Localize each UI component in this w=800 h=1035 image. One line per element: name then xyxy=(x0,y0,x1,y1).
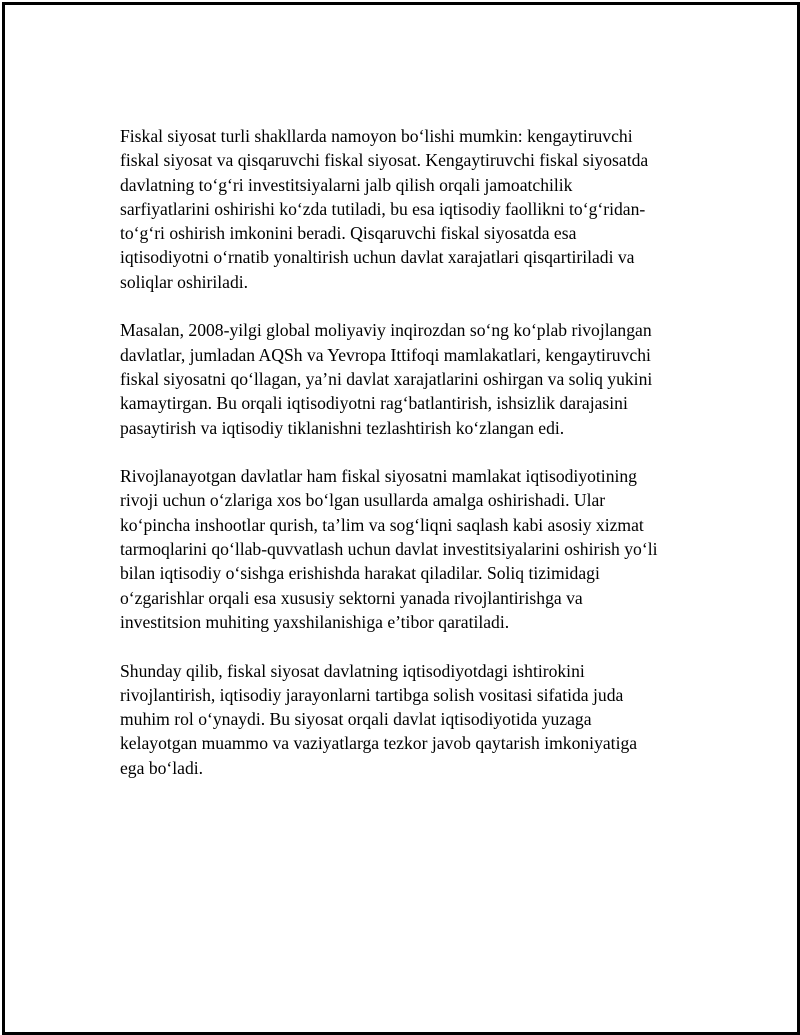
text-line: kamaytirgan. Bu orqali iqtisodiyotni rag‘batlantirish, ishsizlik darajasini xyxy=(120,393,628,414)
text-line: ko‘pincha inshootlar qurish, ta’lim va sog‘liqni saqlash kabi asosiy xizmat xyxy=(120,514,644,535)
text-line: fiskal siyosatni qo‘llagan, ya’ni davlat xarajatlarini oshirgan va soliq yukini xyxy=(120,368,653,389)
paragraph-2 xyxy=(120,318,690,439)
text-line: rivojlantirish, iqtisodiy jarayonlarni tartibga solish vositasi sifatida juda xyxy=(120,684,624,705)
document-body xyxy=(120,124,690,804)
text-line: investitsion muhiting yaxshilanishiga e’tibor qaratiladi. xyxy=(120,611,510,632)
text-line: to‘g‘ri oshirish imkonini beradi. Qisqaruvchi fiskal siyosatda esa xyxy=(120,223,577,244)
text-line: Masalan, 2008-yilgi global moliyaviy inqirozdan so‘ng ko‘plab rivojlangan xyxy=(120,320,652,341)
text-line: o‘zgarishlar orqali esa xususiy sektorni yanada rivojlantirishga va xyxy=(120,587,583,608)
paragraph-1 xyxy=(120,124,690,294)
text-line: davlatning to‘g‘ri investitsiyalarni jalb qilish orqali jamoatchilik xyxy=(120,174,573,195)
text-line: davlatlar, jumladan AQSh va Yevropa Ittifoqi mamlakatlari, kengaytiruvchi xyxy=(120,344,651,365)
text-line: sarfiyatlarini oshirishi ko‘zda tutiladi, bu esa iqtisodiy faollikni to‘g‘ridan- xyxy=(120,198,646,219)
text-line: soliqlar oshiriladi. xyxy=(120,271,249,292)
text-line: muhim rol o‘ynaydi. Bu siyosat orqali davlat iqtisodiyotida yuzaga xyxy=(120,709,592,730)
paragraph-3 xyxy=(120,464,690,634)
text-line: bilan iqtisodiy o‘sishga erishishda harakat qiladilar. Soliq tizimidagi xyxy=(120,563,600,584)
text-line: kelayotgan muammo va vaziyatlarga tezkor javob qaytarish imkoniyatiga xyxy=(120,733,638,754)
text-line: Fiskal siyosat turli shakllarda namoyon bo‘lishi mumkin: kengaytiruvchi xyxy=(120,126,633,146)
text-line: Rivojlanayotgan davlatlar ham fiskal siyosatni mamlakat iqtisodiyotining xyxy=(120,466,637,487)
text-line: iqtisodiyotni o‘rnatib yonaltirish uchun davlat xarajatlari qisqartiriladi va xyxy=(120,247,635,268)
text-line: rivoji uchun o‘zlariga xos bo‘lgan usullarda amalga oshirishadi. Ular xyxy=(120,490,606,511)
text-line: ega bo‘ladi. xyxy=(120,757,204,778)
text-line: fiskal siyosat va qisqaruvchi fiskal siyosat. Kengaytiruvchi fiskal siyosatda xyxy=(120,150,649,171)
page-frame xyxy=(2,2,800,1035)
paragraph-4 xyxy=(120,659,690,780)
text-line: tarmoqlarini qo‘llab-quvvatlash uchun davlat investitsiyalarini oshirish yo‘li xyxy=(120,539,658,560)
text-line: pasaytirish va iqtisodiy tiklanishni tezlashtirish ko‘zlangan edi. xyxy=(120,417,565,438)
text-line: Shunday qilib, fiskal siyosat davlatning iqtisodiyotdagi ishtirokini xyxy=(120,660,585,681)
